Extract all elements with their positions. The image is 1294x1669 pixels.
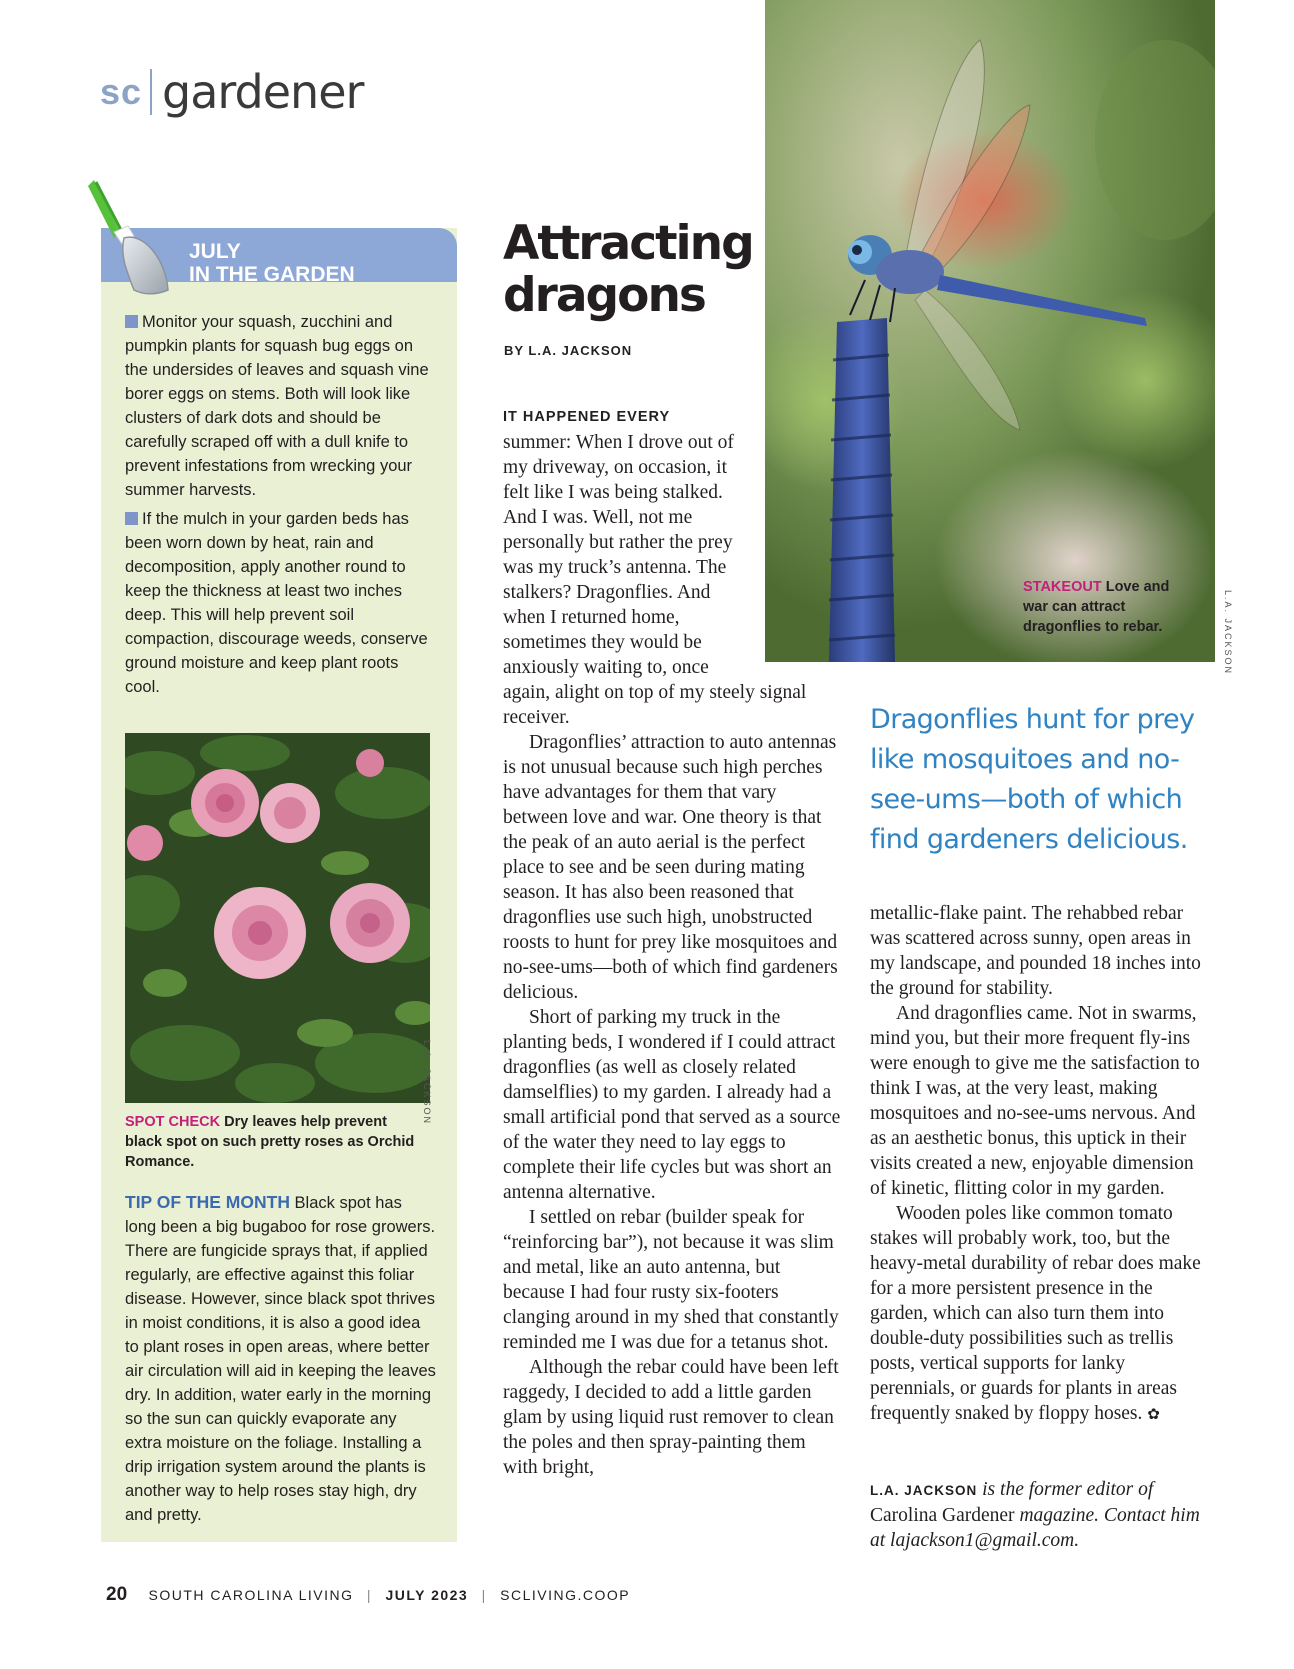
brand-divider bbox=[150, 69, 152, 115]
dragonfly-caption bbox=[1023, 577, 1183, 637]
article-byline: BY L.A. JACKSON bbox=[504, 343, 633, 358]
pull-quote: Dragonflies hunt for prey like mosquitoes and no-see-ums—both of which find gardeners delicious. bbox=[870, 704, 1195, 855]
paragraph-8-text: Wooden poles like common tomato stakes will probably work, too, but the heavy-metal durability of rebar does make for a more persistent presence in the garden, which can also turn them into double-duty possibilities such as trellis posts, vertical supports for lanky perennials, or guards for plants in areas frequently snaked by floppy hoses. bbox=[870, 1203, 1201, 1424]
sidebar-heading-line2: IN THE GARDEN bbox=[189, 263, 355, 282]
dragonfly-photo-credit: L.A. JACKSON bbox=[1223, 590, 1233, 676]
sidebar-tip-2-text: If the mulch in your garden beds has been worn down by heat, rain and decomposition, apply another round to keep the thickness at least two inches deep. This will help prevent soil compaction, discourage weeds, conserve ground moisture and keep plant roots cool. bbox=[125, 510, 428, 696]
author-bio bbox=[870, 1477, 1210, 1553]
paragraph-4: I settled on rebar (builder speak for “reinforcing bar”), not because it was slim and metal, like an auto antenna, but because I had four rusty six-footers clanging around in my shed that constantly reminded me I was due for a tetanus shot. bbox=[503, 1207, 839, 1353]
rose-photo-credit: L.A. JACKSON bbox=[422, 1040, 432, 1126]
dragonfly-photo bbox=[765, 0, 1215, 662]
lead-paragraph: summer: When I drove out of my driveway, on occasion, it felt like I was being stalked. And I was. Well, not me personally but rather the prey was my truck’s antenna. The stalkers? Dragonflies. And when I returned home, sometimes they would be anxiously waiting to, once bbox=[503, 432, 734, 678]
footer-divider: | bbox=[366, 1587, 373, 1603]
footer-divider: | bbox=[481, 1587, 487, 1603]
lead-paragraph-end: again, alight on top of my steely signal receiver. bbox=[503, 682, 807, 728]
article-column-2 bbox=[870, 901, 1210, 1427]
paragraph-5: Although the rebar could have been left raggedy, I decided to add a little garden glam by using liquid rust remover to clean the poles and then spray-painting them with bright, bbox=[503, 1357, 839, 1478]
sidebar-tip-2 bbox=[125, 507, 435, 699]
rose-photo bbox=[125, 733, 430, 1103]
brand-name: gardener bbox=[162, 65, 364, 119]
paragraph-6: metallic-flake paint. The rehabbed rebar was scattered across sunny, open areas in my landscape, and pounded 18 inches into the ground for stability. bbox=[870, 903, 1201, 999]
paragraph-2: Dragonflies’ attraction to auto antennas is not unusual because such high perches have advantages for them that vary between love and war. One theory is that the peak of an auto aerial is the perfect place to see and be seen during mating season. It has also been reasoned that dragonflies use such high, unobstructed roosts to hunt for prey like mosquitoes and no-see-ums—both of which find gardeners delicious. bbox=[503, 732, 838, 1003]
paragraph-3: Short of parking my truck in the planting beds, I wondered if I could attract dragonflies (as well as closely related damselflies) to my garden. I already had a small artificial pond that served as a source of the water they need to lay eggs to complete their life cycles but was short an antenna alternative. bbox=[503, 1007, 841, 1203]
brand-sc: sc bbox=[100, 71, 143, 112]
rose-caption bbox=[125, 1112, 425, 1172]
footer-publication: SOUTH CAROLINA LIVING bbox=[148, 1587, 354, 1603]
sidebar-heading-text bbox=[189, 240, 355, 282]
sidebar-heading-line1: JULY bbox=[189, 240, 241, 263]
sidebar-tip-1 bbox=[125, 310, 435, 502]
rose-caption-kicker: SPOT CHECK bbox=[125, 1114, 221, 1130]
rose-caption-text: Dry leaves help prevent black spot on such pretty roses as Orchid Romance. bbox=[125, 1114, 415, 1170]
author-bio-text-2: magazine. Contact him at lajackson1@gmail.com. bbox=[870, 1505, 1200, 1551]
tip-of-the-month bbox=[125, 1190, 437, 1527]
author-bio-text-1: is the former editor of bbox=[982, 1479, 1154, 1500]
trowel-icon bbox=[84, 172, 194, 312]
sidebar-tip-1-text: Monitor your squash, zucchini and pumpkin plants for squash bug eggs on the undersides of leaves and squash vine borer eggs on stems. Both will look like clusters of dark dots and should be carefully scraped off with a dull knife to prevent infestations from wrecking your summer harvests. bbox=[125, 313, 429, 499]
end-mark-icon: ✿ bbox=[1147, 1405, 1160, 1423]
tip-text: Black spot has long been a big bugaboo for rose growers. There are fungicide sprays that, if applied regularly, are effective against this foliar disease. However, since black spot thrives in moist conditions, it is also a good idea to plant roses in open areas, where better air circulation will aid in keeping the leaves dry. In addition, water early in the morning so the sun can quickly evaporate any extra moisture on the foliage. Installing a drip irrigation system around the plants is another way to help roses stay high, dry and pretty. bbox=[125, 1194, 436, 1524]
paragraph-7: And dragonflies came. Not in swarms, mind you, but their more frequent fly-ins were enough to give me the satisfaction to think I was, at the very least, making mosquitoes and no-see-ums nervous. And as an aesthetic bonus, this uptick in their visits created a new, enjoyable dimension of kinetic, flitting color in my garden. bbox=[870, 1003, 1200, 1199]
section-brand bbox=[100, 62, 363, 122]
author-name: L.A. JACKSON bbox=[870, 1483, 978, 1498]
dragonfly-caption-text: Love and war can attract dragonflies to rebar. bbox=[1023, 579, 1170, 635]
tip-kicker: TIP OF THE MONTH bbox=[125, 1192, 290, 1212]
lead-kicker: IT HAPPENED EVERY bbox=[503, 409, 671, 425]
bullet-icon bbox=[125, 315, 138, 328]
article-headline: Attracting dragons bbox=[503, 216, 753, 323]
page-footer bbox=[106, 1584, 630, 1606]
footer-issue: JULY 2023 bbox=[385, 1587, 469, 1603]
bullet-icon bbox=[125, 512, 138, 525]
footer-website: SCLIVING.COOP bbox=[500, 1587, 631, 1603]
dragonfly-caption-kicker: STAKEOUT bbox=[1023, 579, 1102, 595]
page-number: 20 bbox=[106, 1584, 128, 1605]
paragraph-8 bbox=[870, 1201, 1210, 1427]
author-bio-magazine: Carolina Gardener bbox=[870, 1505, 1015, 1526]
